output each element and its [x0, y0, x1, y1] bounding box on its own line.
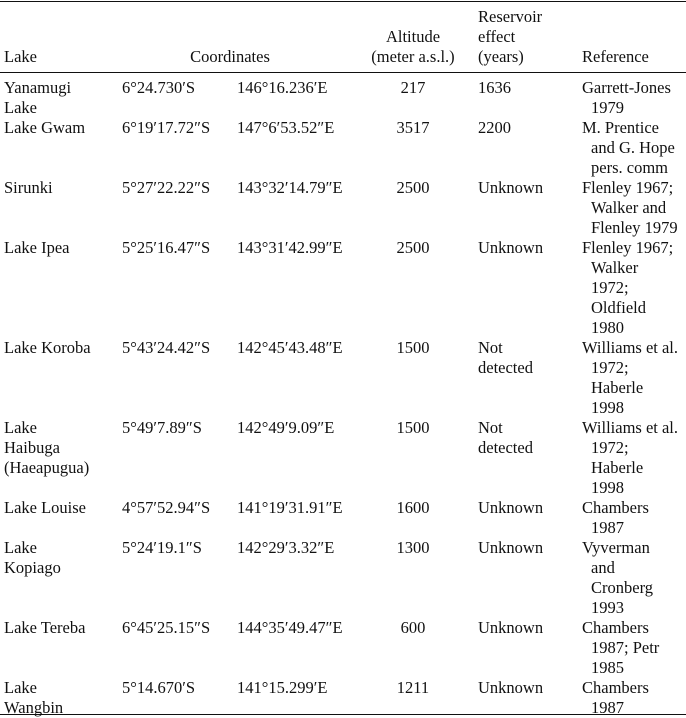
cell-altitude: 1600: [396, 498, 430, 517]
cell-line: 1993: [591, 598, 624, 617]
cell-line: Yanamugi: [4, 78, 72, 97]
cell-latitude: 6°45′25.15″S: [122, 618, 211, 637]
cell-line: Unknown: [478, 678, 544, 697]
cell-latitude: 5°25′16.47″S: [122, 238, 211, 257]
cell-altitude: 2500: [396, 178, 430, 197]
cell-line: 1972;: [591, 438, 629, 457]
cell-line: Lake Koroba: [4, 338, 91, 357]
cell-longitude: 142°45′43.48″E: [237, 338, 343, 357]
cell-lake: [4, 538, 61, 578]
cell-line: and G. Hope: [591, 138, 675, 157]
cell-line: 1987: [591, 518, 624, 537]
cell-line: 1987; Petr: [591, 638, 660, 657]
cell-line: 1972;: [591, 278, 629, 297]
cell-line: Chambers: [582, 618, 649, 637]
cell-line: 1985: [591, 658, 624, 677]
cell-reference: [582, 418, 678, 498]
cell-line: Lake: [4, 678, 37, 697]
cell-latitude: 4°57′52.94″S: [122, 498, 211, 517]
cell-longitude: 141°19′31.91″E: [237, 498, 343, 517]
cell-line: (Haeapugua): [4, 458, 90, 477]
cell-reference: [582, 78, 671, 118]
cell-line: Cronberg: [591, 578, 654, 597]
cell-line: Chambers: [582, 498, 649, 517]
cell-line: Unknown: [478, 618, 544, 637]
header-reservoir-line: (years): [478, 47, 524, 66]
cell-reference: [582, 118, 675, 178]
cell-longitude: 147°6′53.52″E: [237, 118, 335, 137]
cell-line: Wangbin: [4, 698, 64, 717]
header-altitude-line: Altitude: [385, 27, 441, 46]
cell-altitude: 1500: [396, 418, 430, 437]
cell-line: 2200: [478, 118, 511, 137]
cell-line: Lake Gwam: [4, 118, 86, 137]
cell-line: M. Prentice: [582, 118, 659, 137]
cell-altitude: 3517: [396, 118, 430, 137]
table-top-rule: [0, 1, 686, 2]
cell-line: Haibuga: [4, 438, 60, 457]
cell-line: Oldfield: [591, 298, 646, 317]
cell-line: Lake Louise: [4, 498, 87, 517]
cell-reference: [582, 498, 649, 538]
cell-line: 1972;: [591, 358, 629, 377]
cell-line: Walker and: [591, 198, 667, 217]
cell-altitude: 1300: [396, 538, 430, 557]
cell-line: Sirunki: [4, 178, 53, 197]
header-reservoir-line: effect: [478, 27, 516, 46]
cell-line: Haberle: [591, 378, 644, 397]
cell-longitude: 142°49′9.09″E: [237, 418, 335, 437]
cell-line: Unknown: [478, 178, 544, 197]
cell-line: Williams et al.: [582, 338, 679, 357]
cell-line: Not: [478, 338, 503, 357]
cell-latitude: 5°43′24.42″S: [122, 338, 211, 357]
cell-reservoir: [478, 178, 543, 198]
cell-lake: [4, 78, 71, 118]
cell-reservoir: [478, 118, 511, 138]
cell-line: Flenley 1967;: [582, 238, 674, 257]
cell-lake: [4, 498, 86, 518]
cell-reservoir: [478, 78, 511, 98]
cell-longitude: 143°32′14.79″E: [237, 178, 343, 197]
cell-line: Unknown: [478, 238, 544, 257]
cell-line: 1980: [591, 318, 624, 337]
cell-line: Lake: [4, 418, 37, 437]
cell-line: 1987: [591, 698, 624, 717]
cell-line: Flenley 1979: [591, 218, 678, 237]
header-altitude: [360, 27, 466, 67]
cell-line: Lake: [4, 98, 37, 117]
cell-reservoir: [478, 498, 543, 518]
cell-latitude: 5°27′22.22″S: [122, 178, 211, 197]
cell-latitude: 5°14.670′S: [122, 678, 196, 697]
cell-reservoir: [478, 618, 543, 638]
header-coordinates: Coordinates: [190, 47, 270, 66]
cell-line: Lake Ipea: [4, 238, 70, 257]
cell-line: pers. comm: [591, 158, 668, 177]
cell-reservoir: [478, 678, 543, 698]
cell-longitude: 144°35′49.47″E: [237, 618, 343, 637]
cell-longitude: 146°16.236′E: [237, 78, 328, 97]
header-reservoir: [478, 7, 542, 67]
cell-line: Not: [478, 418, 503, 437]
cell-line: Chambers: [582, 678, 649, 697]
header-reservoir-line: Reservoir: [478, 7, 543, 26]
cell-line: Vyverman: [582, 538, 650, 557]
cell-line: Williams et al.: [582, 418, 679, 437]
cell-line: Lake Tereba: [4, 618, 86, 637]
cell-line: and: [591, 558, 615, 577]
cell-line: 1636: [478, 78, 511, 97]
cell-line: Unknown: [478, 498, 544, 517]
cell-reference: [582, 618, 659, 678]
cell-line: Flenley 1967;: [582, 178, 674, 197]
cell-line: Unknown: [478, 538, 544, 557]
table-header-rule: [0, 72, 686, 73]
header-reference: Reference: [582, 47, 649, 66]
cell-lake: [4, 178, 53, 198]
cell-reservoir: [478, 538, 543, 558]
cell-reservoir: [478, 338, 533, 378]
cell-altitude: 1211: [396, 678, 430, 697]
cell-line: 1979: [591, 98, 624, 117]
cell-reference: [582, 678, 649, 718]
cell-lake: [4, 338, 91, 358]
table-bottom-rule: [0, 714, 686, 715]
cell-line: Haberle: [591, 458, 644, 477]
cell-line: 1998: [591, 478, 624, 497]
cell-longitude: 143°31′42.99″E: [237, 238, 343, 257]
cell-line: detected: [478, 358, 533, 377]
cell-reference: [582, 538, 653, 618]
cell-line: 1998: [591, 398, 624, 417]
header-altitude-line: (meter a.s.l.): [371, 47, 455, 66]
cell-latitude: 6°19′17.72″S: [122, 118, 211, 137]
cell-altitude: 1500: [396, 338, 430, 357]
cell-latitude: 6°24.730′S: [122, 78, 196, 97]
cell-altitude: 217: [400, 78, 426, 97]
cell-line: Kopiago: [4, 558, 61, 577]
cell-reference: [582, 238, 673, 338]
cell-reference: [582, 338, 678, 418]
cell-altitude: 600: [400, 618, 426, 637]
cell-reservoir: [478, 418, 533, 458]
cell-longitude: 142°29′3.32″E: [237, 538, 335, 557]
cell-latitude: 5°24′19.1″S: [122, 538, 202, 557]
cell-altitude: 2500: [396, 238, 430, 257]
cell-lake: [4, 238, 70, 258]
cell-line: Walker: [591, 258, 639, 277]
cell-line: Lake: [4, 538, 37, 557]
cell-latitude: 5°49′7.89″S: [122, 418, 202, 437]
cell-lake: [4, 678, 63, 718]
cell-lake: [4, 118, 85, 138]
cell-lake: [4, 418, 89, 478]
cell-lake: [4, 618, 85, 638]
header-lake: Lake: [4, 47, 37, 66]
cell-line: detected: [478, 438, 533, 457]
cell-longitude: 141°15.299′E: [237, 678, 328, 697]
cell-line: Garrett-Jones: [582, 78, 671, 97]
cell-reference: [582, 178, 678, 238]
cell-reservoir: [478, 238, 543, 258]
